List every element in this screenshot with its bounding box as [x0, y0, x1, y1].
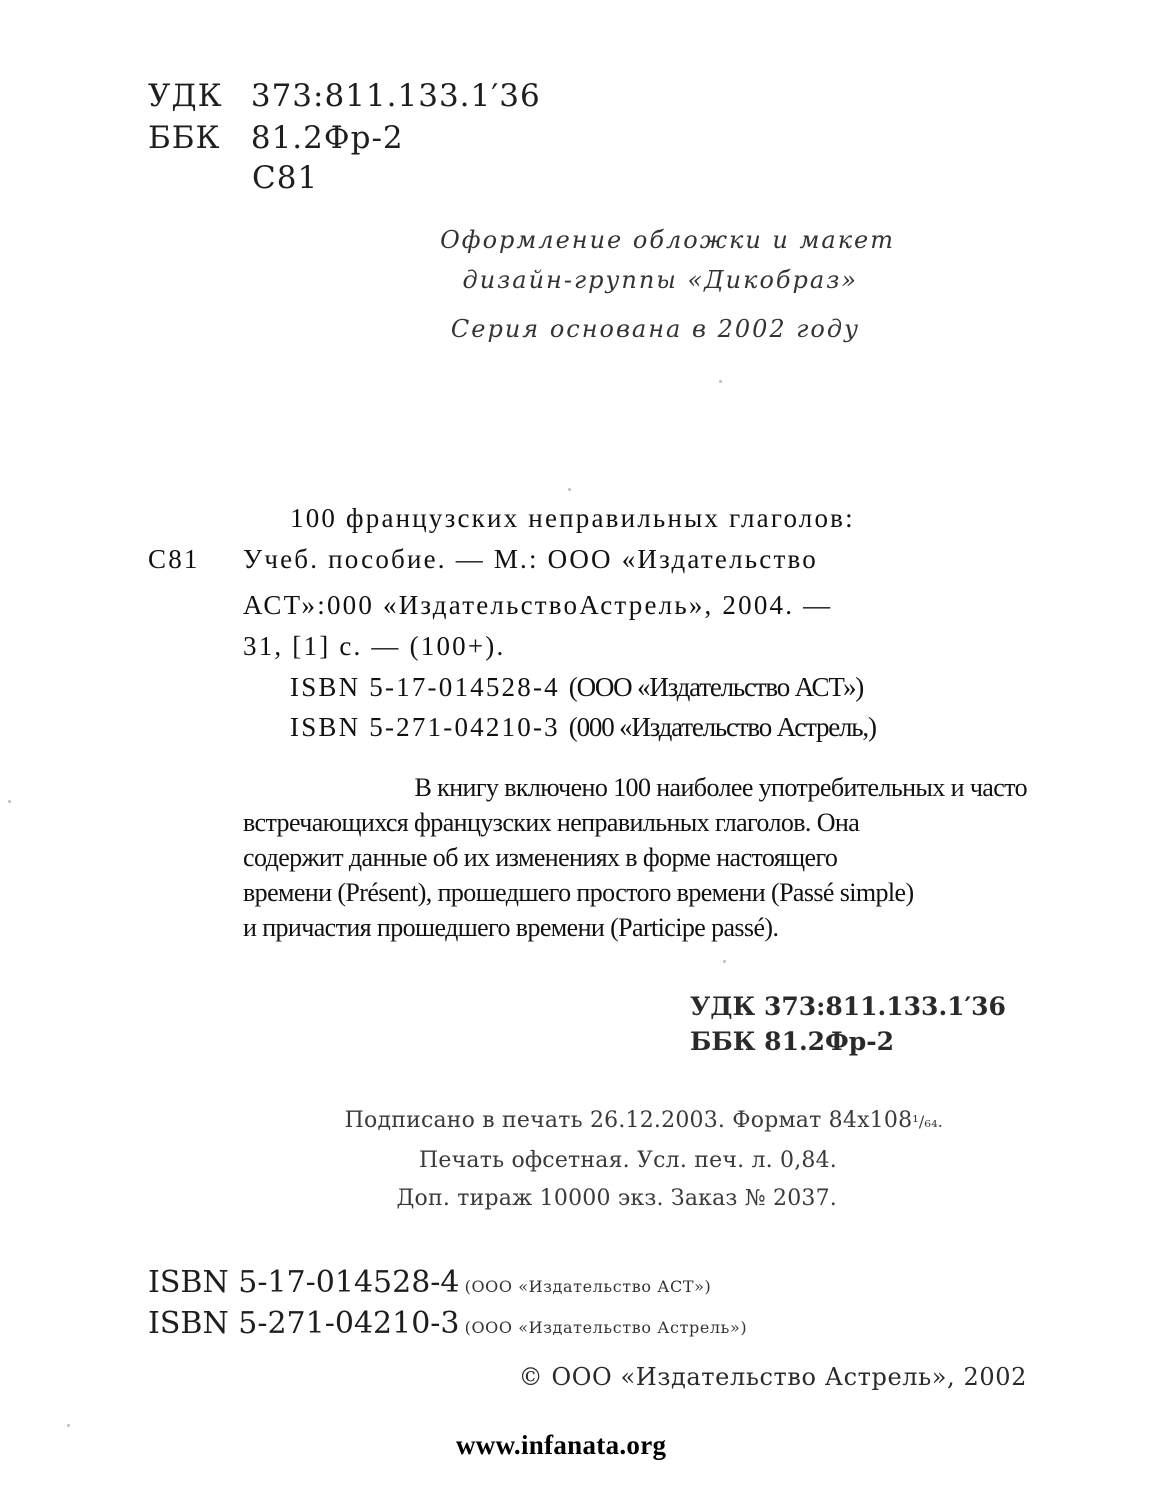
bbk-label: ББК — [148, 120, 221, 156]
annotation-line-3: содержит данные об их изменениях в форме настоящего — [243, 843, 838, 872]
bib-title-line: 100 французских неправильных глаголов: — [290, 503, 855, 533]
bib-line-3: АСТ»:000 «ИздательствоАстрель», 2004. — — [243, 590, 833, 620]
bib-isbn-2-number: ISBN 5-271-04210-3 — [290, 712, 560, 742]
copyright-notice: © ООО «Издательство Астрель», 2002 — [518, 1363, 1027, 1391]
isbn-bottom-1-publisher: (ООО «Издательство АСТ») — [464, 1277, 712, 1296]
website-url: www.infanata.org — [456, 1430, 667, 1460]
isbn-bottom-2-publisher: (ООО «Издательство Астрель») — [464, 1318, 748, 1337]
isbn-bottom-2 — [148, 1306, 747, 1341]
bib-isbn-1 — [290, 672, 863, 703]
annotation-line-4: времени (Présent), прошедшего простого времени (Passé simple) — [243, 878, 914, 907]
series-line: Серия основана в 2002 году — [450, 315, 860, 343]
bib-isbn-2-publisher: (000 «Издательство Астрель,) — [568, 712, 876, 742]
bbk-bottom: ББК 81.2Фр-2 — [690, 1027, 895, 1056]
credit-line-1: Оформление обложки и макет — [440, 226, 895, 254]
bib-isbn-1-number: ISBN 5-17-014528-4 — [290, 672, 560, 702]
print-info-format: Подписано в печать 26.12.2003. Формат 84x108 — [344, 1108, 913, 1133]
bbk-value: 81.2Фр-2 — [250, 120, 404, 156]
bbk-top — [148, 120, 404, 156]
bib-line-2: Учеб. пособие. — М.: ООО «Издательство — [243, 544, 818, 574]
annotation-line-5: и причастия прошедшего времени (Participe passé). — [243, 913, 779, 942]
scan-speck — [8, 800, 11, 803]
print-info-line-2: Печать офсетная. Усл. печ. л. 0,84. — [419, 1148, 837, 1173]
udk-bottom: УДК 373:811.133.1′36 — [690, 992, 1006, 1021]
udk-value: 373:811.133.1′36 — [250, 78, 541, 114]
bib-line-4: 31, [1] с. — (100+). — [243, 631, 506, 661]
bib-isbn-2 — [290, 712, 876, 743]
author-sign-top: С81 — [252, 160, 319, 196]
udk-label: УДК — [148, 78, 223, 114]
isbn-bottom-2-number: ISBN 5-271-04210-3 — [148, 1306, 460, 1341]
scan-speck — [67, 1424, 70, 1427]
scan-speck — [723, 960, 726, 963]
credit-line-2: дизайн-группы «Дикобраз» — [462, 266, 858, 294]
bib-author-sign: С81 — [148, 544, 200, 574]
print-info-line-1 — [345, 1108, 943, 1133]
scan-speck — [719, 380, 722, 383]
isbn-bottom-1 — [148, 1265, 711, 1300]
print-info-format-fraction: ¹/₆₄. — [912, 1112, 943, 1131]
annotation-line-1: В книгу включено 100 наиболее употребительных и часто — [414, 773, 1027, 802]
scan-speck — [568, 488, 571, 491]
isbn-bottom-1-number: ISBN 5-17-014528-4 — [148, 1265, 460, 1300]
annotation-line-2: встречающихся французских неправильных глаголов. Она — [243, 808, 860, 837]
bib-isbn-1-publisher: (ООО «Издательство АСТ») — [568, 672, 864, 702]
print-info-line-3: Доп. тираж 10000 экз. Заказ № 2037. — [396, 1186, 837, 1211]
udk-top — [148, 78, 541, 114]
